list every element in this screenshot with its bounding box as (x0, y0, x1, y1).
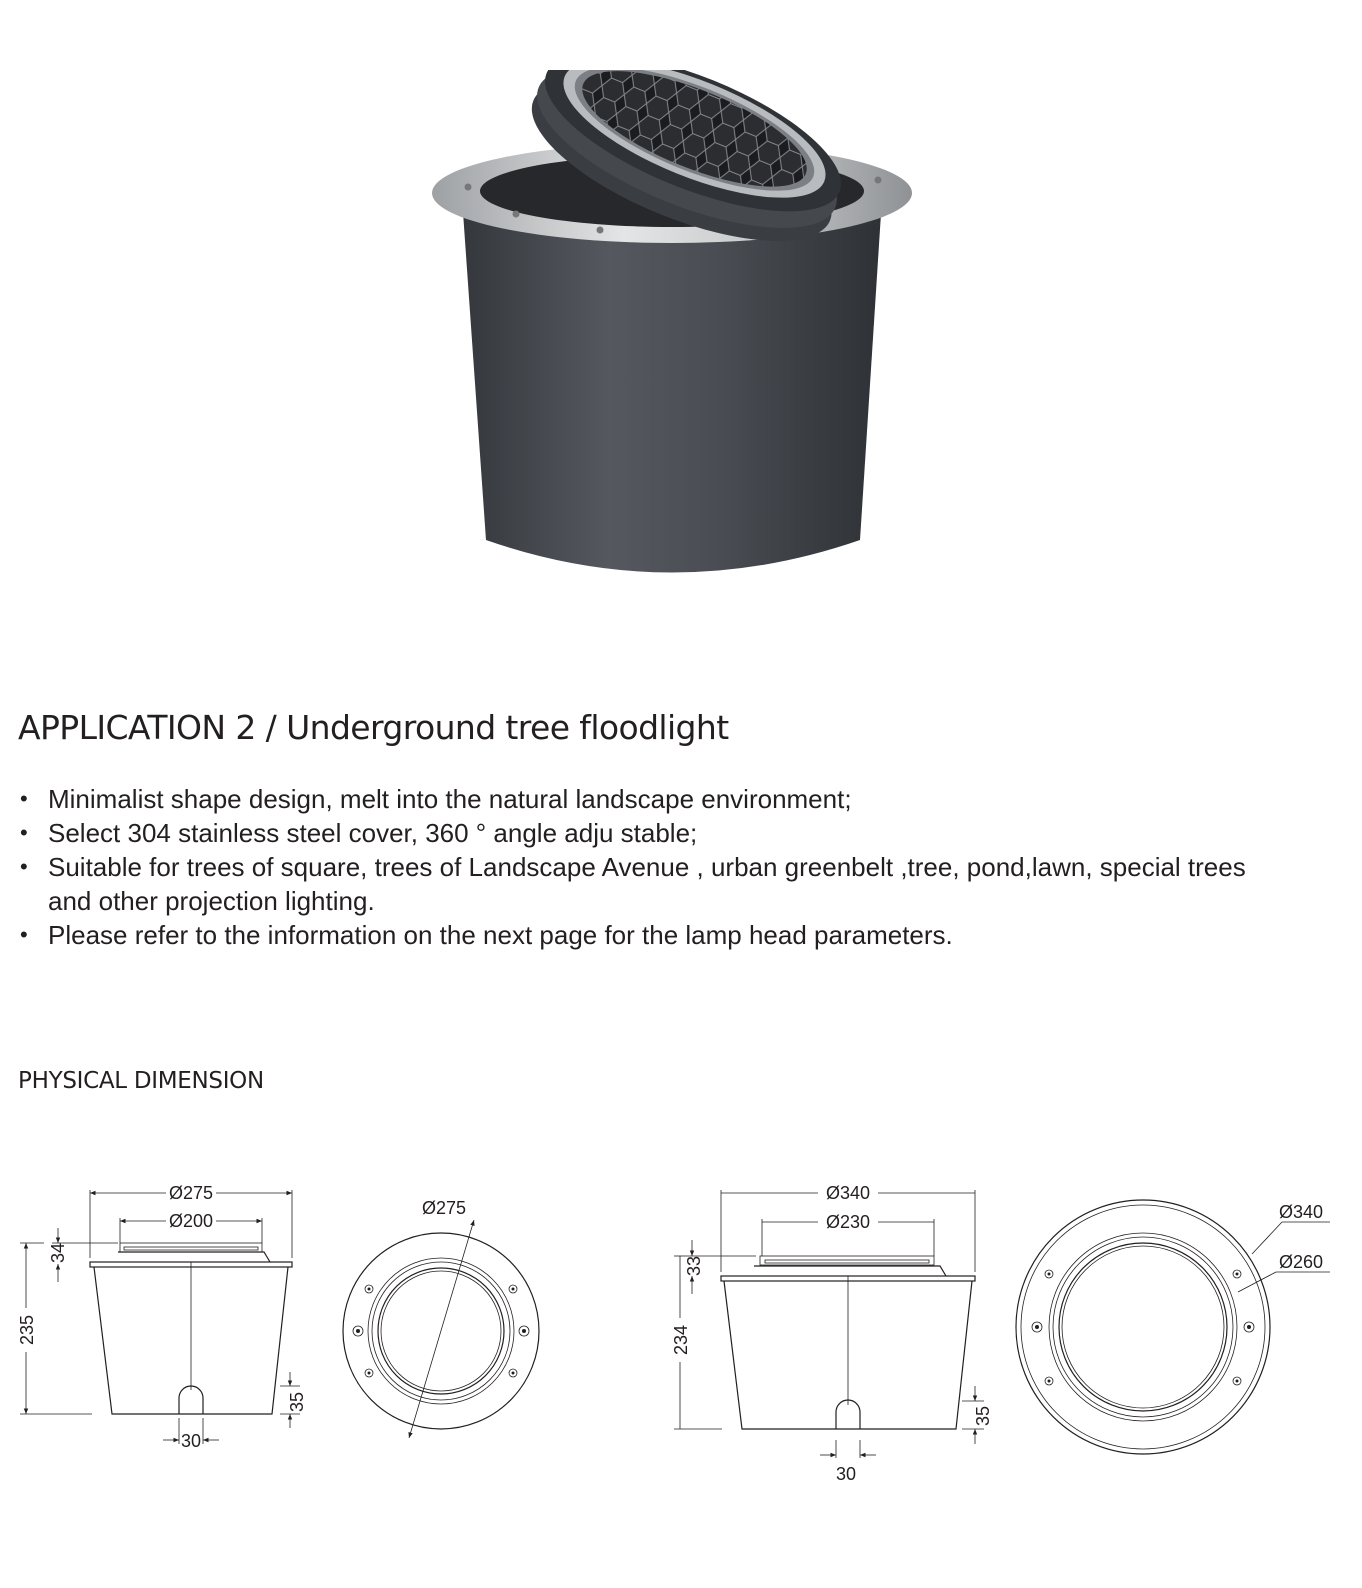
application-title: APPLICATION 2 / Underground tree floodlight (18, 708, 729, 747)
dim-head-height: 33 (684, 1255, 704, 1277)
large-side-view (671, 1183, 993, 1484)
small-top-view (343, 1198, 539, 1438)
feature-list (18, 782, 1248, 952)
bullet-icon: • (20, 854, 28, 879)
dim-top-diameter: Ø275 (421, 1198, 467, 1218)
dim-slot-width: 30 (835, 1464, 857, 1484)
dim-inner-diameter: Ø230 (825, 1212, 871, 1232)
feature-text: Minimalist shape design, melt into the natural landscape environment; (48, 784, 852, 814)
small-side-view (17, 1183, 307, 1451)
large-top-view (1016, 1200, 1330, 1454)
physical-dimension-title: PHYSICAL DIMENSION (18, 1068, 264, 1094)
feature-item (18, 816, 1248, 850)
bullet-icon: • (20, 922, 28, 947)
bullet-icon: • (20, 820, 28, 845)
bullet-icon: • (20, 786, 28, 811)
dim-slot-height: 35 (973, 1405, 993, 1427)
feature-text: Suitable for trees of square, trees of Landscape Avenue , urban greenbelt ,tree, pond,lawn, special trees and other projection lighting. (48, 852, 1246, 916)
dimension-drawings (0, 1160, 1362, 1500)
dim-total-height: 234 (671, 1324, 691, 1356)
feature-item (18, 850, 1248, 918)
product-photo (420, 70, 940, 600)
feature-item (18, 918, 1248, 952)
dim-outer-diameter: Ø340 (825, 1183, 871, 1203)
dim-top-inner-diameter: Ø260 (1278, 1252, 1324, 1272)
feature-text: Please refer to the information on the next page for the lamp head parameters. (48, 920, 953, 950)
dim-slot-height: 35 (287, 1391, 307, 1413)
feature-item (18, 782, 1248, 816)
dim-top-outer-diameter: Ø340 (1278, 1202, 1324, 1222)
dim-total-height: 235 (17, 1314, 37, 1346)
dim-outer-diameter: Ø275 (168, 1183, 214, 1203)
dim-head-height: 34 (48, 1242, 68, 1264)
feature-text: Select 304 stainless steel cover, 360 ° angle adju stable; (48, 818, 698, 848)
dim-slot-width: 30 (180, 1431, 202, 1451)
dim-inner-diameter: Ø200 (168, 1211, 214, 1231)
